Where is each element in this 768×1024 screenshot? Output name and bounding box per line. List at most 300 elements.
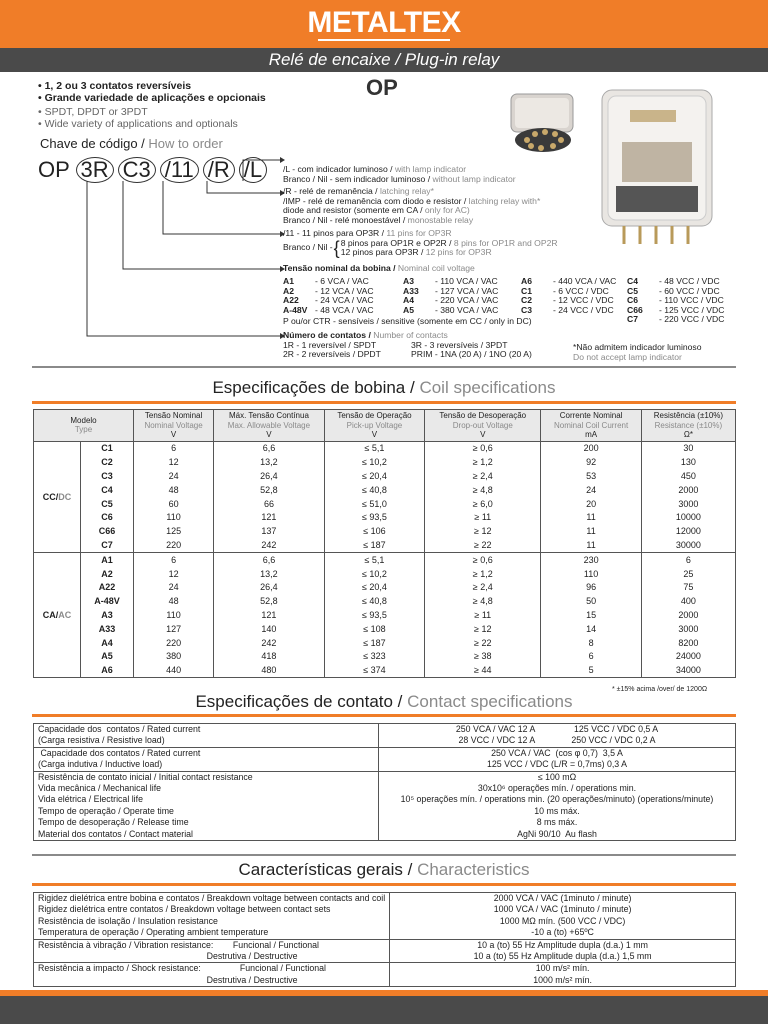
spec-value-line: 10⁵ operações mín. / operations min. (20 operações/minuto) (operations/minute) — [400, 794, 714, 805]
spec-label-line: Vida elétrica / Electrical life — [38, 794, 143, 805]
spec-label — [34, 724, 379, 748]
spec-label-line: (Carga indutiva / Inductive load) — [38, 759, 163, 770]
char-section-title — [0, 860, 768, 880]
spec-label-line: Resistência à vibração / Vibration resistance: Funcional / Functional — [38, 939, 319, 950]
header-en: Type — [74, 425, 93, 435]
table-cell: 11 — [541, 538, 641, 552]
table-cell: 8 — [541, 636, 641, 650]
spec-label — [34, 963, 390, 987]
table-cell: 30 — [641, 441, 735, 455]
table-cell: 440 — [134, 663, 214, 677]
char-title-pt: Características gerais / — [238, 860, 413, 879]
latching-note-en: Do not accept lamp indicator — [573, 352, 682, 362]
table-cell: 130 — [641, 455, 735, 469]
coil-option-code: C6 — [627, 295, 638, 306]
spec-label — [34, 747, 379, 771]
table-cell: 220 — [134, 538, 214, 552]
table-cell: 24000 — [641, 649, 735, 663]
header-unit: V — [480, 430, 486, 439]
feature-en-1: • SPDT, DPDT or 3PDT — [38, 106, 148, 118]
coil-option-value: - 110 VCA / VAC — [435, 276, 498, 286]
coil-header-cell — [641, 410, 735, 442]
header-en: Nominal Coil Current — [553, 420, 629, 430]
table-cell: C2 — [81, 455, 134, 469]
spec-value-line: 1000 VCA / VAC (1minuto / minute) — [493, 904, 632, 915]
spec-value — [379, 724, 736, 748]
spec-row — [34, 771, 736, 840]
spec-value — [390, 963, 736, 987]
coil-option-code: C1 — [521, 285, 532, 296]
coil-option-value: - 24 VCC / VDC — [553, 304, 614, 315]
spec-label-line: Rigidez dielétrica entre contatos / Breakdown voltage between contact sets — [38, 904, 331, 915]
lamp-opt-1: /L - com indicador luminoso / — [283, 164, 393, 174]
contact-opt-2r: 2R - 2 reversíveis / DPDT — [283, 349, 381, 360]
coil-option-value: - 24 VCA / VAC — [315, 295, 374, 306]
table-row — [34, 622, 736, 636]
table-cell: ≤ 106 — [324, 524, 424, 538]
table-cell: C6 — [81, 510, 134, 524]
table-cell: 12 — [134, 567, 214, 581]
table-cell: ≥ 38 — [425, 649, 541, 663]
coil-option-code: A3 — [403, 276, 414, 286]
lamp-opt-2: Branco / Nil - sem indicador luminoso / — [283, 173, 431, 184]
header-unit: mA — [585, 430, 598, 439]
table-cell: 30000 — [641, 538, 735, 552]
group-label-en: DC — [58, 491, 72, 502]
table-cell: ≤ 20,4 — [324, 469, 424, 483]
table-cell: ≥ 0,6 — [425, 552, 541, 566]
coil-option-value: - 125 VCC / VDC — [659, 304, 725, 315]
table-cell: 5 — [541, 663, 641, 677]
section-rule-coil-orange — [32, 401, 736, 404]
coil-header-cell — [324, 410, 424, 442]
table-cell: 220 — [134, 636, 214, 650]
coil-option-value: - 380 VCA / VAC — [435, 304, 499, 315]
table-row — [34, 455, 736, 469]
header-pt: Tensão Nominal — [144, 411, 203, 420]
table-cell: 24 — [541, 483, 641, 497]
coil-option-code: C2 — [521, 295, 532, 306]
table-row — [34, 497, 736, 511]
table-cell: 26,4 — [214, 469, 325, 483]
table-cell: 10000 — [641, 510, 735, 524]
footer-orange-stripe — [0, 990, 768, 996]
spec-label-line: Resistência a impacto / Shock resistance: Funcional / Functional — [38, 963, 326, 974]
table-row — [34, 538, 736, 552]
latching-note — [573, 342, 702, 362]
rem-opt-2: /IMP - relé de remanência com diodo e resistor / — [283, 195, 467, 206]
spec-label — [34, 939, 390, 963]
table-cell: 450 — [641, 469, 735, 483]
coil-option-value: - 60 VCC / VDC — [659, 285, 720, 296]
feature-pt-2: • Grande variedade de aplicações e opcionais — [38, 92, 266, 104]
spec-value-line: 100 m/s² mín. — [535, 963, 590, 974]
table-cell: 140 — [214, 622, 325, 636]
coil-opt-title-en: Nominal coil voltage — [397, 263, 475, 273]
spec-value — [390, 939, 736, 963]
header-en: Resistance (±10%) — [654, 420, 723, 430]
table-cell: ≤ 93,5 — [324, 510, 424, 524]
spec-row — [34, 724, 736, 748]
table-cell: 34000 — [641, 663, 735, 677]
model-name: OP — [366, 75, 398, 100]
table-cell: A-48V — [81, 594, 134, 608]
table-cell: 480 — [214, 663, 325, 677]
section-rule-char-orange — [32, 883, 736, 886]
table-cell: C7 — [81, 538, 134, 552]
coil-option-code: A1 — [283, 276, 294, 286]
table-cell: ≤ 187 — [324, 538, 424, 552]
table-cell: 3000 — [641, 497, 735, 511]
group-label — [34, 441, 81, 552]
rem-opt-3-en: only for AC) — [424, 205, 470, 216]
table-cell: C66 — [81, 524, 134, 538]
table-cell: 12000 — [641, 524, 735, 538]
table-cell: 2000 — [641, 608, 735, 622]
table-cell: 25 — [641, 567, 735, 581]
contact-options — [283, 331, 532, 360]
contact-opt-1r: 1R - 1 reversível / SPDT — [283, 339, 377, 350]
spec-label-line: Vida mecânica / Mechanical life — [38, 783, 162, 794]
spec-value-line: 30x10⁶ operações mín. / operations min. — [477, 783, 637, 794]
table-cell: ≤ 10,2 — [324, 455, 424, 469]
table-cell: A33 — [81, 622, 134, 636]
table-cell: 127 — [134, 622, 214, 636]
rem-opt-3: diode and resistor (somente em CA / — [283, 205, 423, 216]
code-coil: C3 — [118, 157, 156, 183]
group-label-pt: CC/ — [42, 491, 59, 502]
pin-opt-2-en: 8 pins for OP1R and OP2R — [453, 237, 558, 248]
section-rule-char — [32, 854, 736, 856]
table-cell: C4 — [81, 483, 134, 497]
header-en: Max. Allowable Voltage — [227, 420, 311, 430]
contact-section-title — [0, 692, 768, 712]
table-cell: ≥ 11 — [425, 608, 541, 622]
contact-spec-table — [33, 723, 736, 841]
spec-label-line: Resistência de contato inicial / Initial contact resistance — [38, 771, 253, 782]
table-cell: ≥ 6,0 — [425, 497, 541, 511]
coil-header-cell — [541, 410, 641, 442]
order-title-pt: Chave de código / — [40, 136, 145, 151]
coil-section-title — [0, 378, 768, 398]
table-cell: ≤ 5,1 — [324, 441, 424, 455]
contact-opt-title-en: Number of contacts — [373, 330, 448, 340]
coil-option — [283, 306, 403, 316]
characteristics-table — [33, 892, 736, 987]
table-cell: C3 — [81, 469, 134, 483]
lamp-options — [283, 165, 516, 184]
table-cell: 75 — [641, 580, 735, 594]
table-cell: 52,8 — [214, 594, 325, 608]
section-rule-coil — [32, 366, 736, 368]
table-cell: A5 — [81, 649, 134, 663]
table-cell: 6,6 — [214, 552, 325, 566]
spec-row — [34, 747, 736, 771]
header-en: Nominal Voltage — [144, 420, 203, 430]
spec-value-line: 125 VCC / VDC (L/R = 0,7ms) 0,3 A — [486, 759, 628, 770]
coil-table-header — [34, 410, 736, 442]
coil-option-value: - 220 VCC / VDC — [659, 314, 725, 325]
table-cell: 48 — [134, 483, 214, 497]
table-cell: ≤ 40,8 — [324, 483, 424, 497]
coil-option-value: - 440 VCA / VAC — [553, 276, 617, 286]
table-row — [34, 649, 736, 663]
table-cell: ≤ 5,1 — [324, 552, 424, 566]
table-cell: C1 — [81, 441, 134, 455]
table-cell: ≥ 1,2 — [425, 567, 541, 581]
spec-value-line: 10 a (to) 55 Hz Amplitude dupla (d.a.) 1,5 mm — [473, 951, 652, 962]
table-cell: 121 — [214, 608, 325, 622]
table-cell: ≥ 12 — [425, 524, 541, 538]
table-row — [34, 636, 736, 650]
coil-option-value: - 110 VCC / VDC — [659, 295, 724, 306]
table-cell: 8200 — [641, 636, 735, 650]
code-pins: /11 — [160, 157, 199, 183]
group-label-pt: CA/ — [42, 609, 59, 620]
latching-note-pt: *Não admitem indicador luminoso — [573, 342, 702, 352]
table-cell: ≥ 12 — [425, 622, 541, 636]
contact-opt-3r: 3R - 3 reversíveis / 3PDT — [411, 339, 508, 350]
table-cell: A6 — [81, 663, 134, 677]
table-cell: A3 — [81, 608, 134, 622]
coil-option-code: A2 — [283, 285, 294, 296]
code-remanence: /R — [203, 157, 235, 183]
table-row — [34, 469, 736, 483]
coil-option — [521, 306, 627, 316]
spec-value-line: 1000 m/s² mín. — [533, 974, 592, 985]
spec-label-line: Destrutiva / Destructive — [38, 951, 298, 962]
spec-value-line: 10 a (to) 55 Hz Amplitude dupla (d.a.) 1 mm — [477, 939, 648, 950]
table-cell: 24 — [134, 580, 214, 594]
code-contacts: 3R — [76, 157, 114, 183]
coil-option-code: C4 — [627, 276, 638, 286]
table-cell: 200 — [541, 441, 641, 455]
table-row — [34, 580, 736, 594]
table-cell: 6 — [541, 649, 641, 663]
table-cell: ≥ 22 — [425, 538, 541, 552]
table-cell: ≥ 1,2 — [425, 455, 541, 469]
coil-title-pt: Especificações de bobina / — [212, 378, 415, 397]
spec-label-line: Capacidade dos contatos / Rated current — [38, 724, 201, 734]
spec-value-line: 250 VCA / VAC (cos φ 0,7) 3,5 A — [491, 747, 623, 758]
group-label-en: AC — [58, 609, 72, 620]
header-pt: Corrente Nominal — [559, 411, 623, 420]
table-cell: 242 — [214, 636, 325, 650]
table-cell: ≥ 4,8 — [425, 483, 541, 497]
spec-label-line: (Carga resistiva / Resistive load) — [38, 735, 165, 746]
header-pt: Tensão de Operação — [337, 411, 412, 420]
table-row — [34, 510, 736, 524]
spec-value-line: 250 VCA / VAC 12 A 125 VCC / VDC 0,5 A — [455, 724, 659, 734]
order-title-en: How to order — [148, 136, 223, 151]
spec-label-line: Temperatura de operação / Operating ambient temperature — [38, 927, 269, 938]
table-row — [34, 483, 736, 497]
coil-option-value: - 48 VCA / VAC — [315, 304, 374, 315]
spec-value-line: -10 a (to) +65ºC — [531, 927, 594, 938]
coil-option-code: C5 — [627, 285, 638, 296]
coil-option-code: A4 — [403, 295, 414, 306]
table-cell: ≥ 22 — [425, 636, 541, 650]
spec-row — [34, 893, 736, 940]
coil-option-value: - 127 VCA / VAC — [435, 285, 499, 296]
spec-value — [379, 771, 736, 840]
table-cell: A4 — [81, 636, 134, 650]
spec-value-line: AgNi 90/10 Au flash — [517, 828, 597, 839]
table-row — [34, 441, 736, 455]
table-row — [34, 567, 736, 581]
table-cell: 6 — [134, 441, 214, 455]
rem-opt-1-en: latching relay* — [379, 186, 434, 196]
pin-opt-1-en: 11 pins for OP3R — [386, 228, 452, 238]
table-cell: 48 — [134, 594, 214, 608]
table-cell: 12 — [134, 455, 214, 469]
table-cell: ≥ 44 — [425, 663, 541, 677]
coil-option-column — [627, 277, 737, 325]
resistance-note: * ±15% acima /over/ de 1200Ω — [612, 686, 708, 693]
table-cell: ≤ 51,0 — [324, 497, 424, 511]
spec-label — [34, 771, 379, 840]
table-row — [34, 663, 736, 677]
coil-option-value: - 12 VCA / VAC — [315, 285, 374, 296]
coil-opt-title: Tensão nominal da bobina / — [283, 263, 396, 273]
pin-opt-1: /11 - 11 pinos para OP3R / — [283, 228, 384, 238]
section-rule-contact-orange — [32, 714, 736, 717]
table-cell: 60 — [134, 497, 214, 511]
coil-option — [627, 315, 737, 325]
coil-option-value: - 6 VCA / VAC — [315, 276, 369, 286]
spec-label-line: Material dos contatos / Contact material — [38, 828, 193, 839]
table-cell: 6 — [134, 552, 214, 566]
table-cell: 13,2 — [214, 455, 325, 469]
header-en: Drop-out Voltage — [452, 420, 513, 430]
table-cell: ≤ 10,2 — [324, 567, 424, 581]
spec-label-line: Tempo de desoperação / Release time — [38, 817, 189, 828]
table-cell: ≤ 20,4 — [324, 580, 424, 594]
table-cell: A2 — [81, 567, 134, 581]
coil-header-cell — [134, 410, 214, 442]
table-cell: ≤ 93,5 — [324, 608, 424, 622]
table-cell: ≤ 187 — [324, 636, 424, 650]
rem-opt-4-en: monostable relay — [407, 214, 474, 225]
table-cell: 6 — [641, 552, 735, 566]
table-cell: 96 — [541, 580, 641, 594]
table-cell: 14 — [541, 622, 641, 636]
spec-value-line: 8 ms máx. — [536, 817, 578, 828]
spec-label-line: Rigidez dielétrica entre bobina e contatos / Breakdown voltage between contacts and coil — [38, 893, 386, 903]
table-cell: ≥ 11 — [425, 510, 541, 524]
spec-value-line: ≤ 100 mΩ — [537, 771, 577, 782]
header-pt: Modelo — [70, 415, 97, 425]
page-title: Relé de encaixe / Plug-in relay — [268, 50, 500, 69]
table-cell: ≥ 2,4 — [425, 580, 541, 594]
coil-option-code: C66 — [627, 304, 643, 315]
table-cell: ≥ 0,6 — [425, 441, 541, 455]
table-cell: ≤ 108 — [324, 622, 424, 636]
table-cell: 110 — [134, 510, 214, 524]
table-cell: 400 — [641, 594, 735, 608]
pin-options — [283, 229, 558, 258]
code-op: OP — [38, 157, 70, 182]
table-cell: 242 — [214, 538, 325, 552]
header-unit: V — [170, 430, 177, 439]
table-cell: 11 — [541, 510, 641, 524]
coil-option-value: - 220 VCA / VAC — [435, 295, 499, 306]
code-lamp: /L — [239, 157, 267, 183]
spec-label-line: Destrutiva / Destructive — [38, 974, 298, 985]
lamp-opt-1-en: with lamp indicator — [394, 164, 467, 174]
table-cell: ≥ 2,4 — [425, 469, 541, 483]
coil-header-cell — [34, 410, 134, 442]
spec-row — [34, 939, 736, 963]
coil-option-value: - 6 VCC / VDC — [553, 285, 609, 296]
remanence-options — [283, 187, 540, 225]
spec-row — [34, 963, 736, 987]
table-cell: 66 — [214, 497, 325, 511]
lamp-opt-2-en: without lamp indicator — [432, 173, 516, 184]
table-cell: A1 — [81, 552, 134, 566]
header-unit: V — [266, 430, 272, 439]
rem-opt-1: /R - relé de remanência / — [283, 186, 378, 196]
table-cell: 3000 — [641, 622, 735, 636]
spec-label-line: Tempo de operação / Operate time — [38, 805, 174, 816]
table-cell: 11 — [541, 524, 641, 538]
coil-option-code: A33 — [403, 285, 419, 296]
table-cell: ≤ 323 — [324, 649, 424, 663]
table-cell: 52,8 — [214, 483, 325, 497]
table-cell: 110 — [541, 567, 641, 581]
spec-value — [390, 893, 736, 940]
table-cell: 50 — [541, 594, 641, 608]
table-cell: 2000 — [641, 483, 735, 497]
table-cell: 230 — [541, 552, 641, 566]
contact-opt-prim: PRIM - 1NA (20 A) / 1NO (20 A) — [411, 349, 532, 360]
feature-pt-1: • 1, 2 ou 3 contatos reversíveis — [38, 80, 192, 92]
table-row — [34, 524, 736, 538]
pin-opt-3-en: 12 pins for OP3R — [425, 247, 492, 258]
sensitive-option: P ou/or CTR - sensíveis / sensitive (somente em CC / only in DC) — [283, 316, 532, 326]
header-en: Pick-up Voltage — [346, 420, 403, 430]
spec-value-line: 28 VCC / VDC 12 A 250 VCC / VDC 0,2 A — [458, 735, 656, 746]
table-cell: 13,2 — [214, 567, 325, 581]
table-cell: 24 — [134, 469, 214, 483]
coil-option-code: A-48V — [283, 304, 308, 315]
coil-header-cell — [214, 410, 325, 442]
table-cell: 92 — [541, 455, 641, 469]
coil-option-code: A22 — [283, 295, 299, 306]
table-row — [34, 608, 736, 622]
table-row — [34, 594, 736, 608]
header-unit: V — [371, 430, 378, 439]
table-row — [34, 552, 736, 566]
coil-spec-table — [33, 409, 736, 678]
header-pt: Tensão de Desoperação — [439, 411, 527, 420]
table-cell: 6,6 — [214, 441, 325, 455]
table-cell: 26,4 — [214, 580, 325, 594]
coil-option-code: C3 — [521, 304, 532, 315]
header-pt: Máx. Tensão Contínua — [228, 411, 309, 420]
pin-nil: Branco / Nil - — [283, 242, 333, 253]
table-cell: 418 — [214, 649, 325, 663]
contact-opt-title: Número de contatos / — [283, 330, 371, 340]
char-title-en: Characteristics — [417, 860, 530, 879]
table-cell: 125 — [134, 524, 214, 538]
pin-opt-2: 8 pinos para OP1R e OP2R / — [340, 237, 452, 248]
contact-title-en: Contact specifications — [407, 692, 573, 711]
table-cell: 380 — [134, 649, 214, 663]
group-label — [34, 552, 81, 677]
coil-option-code: A6 — [521, 276, 532, 286]
coil-options — [283, 264, 475, 274]
